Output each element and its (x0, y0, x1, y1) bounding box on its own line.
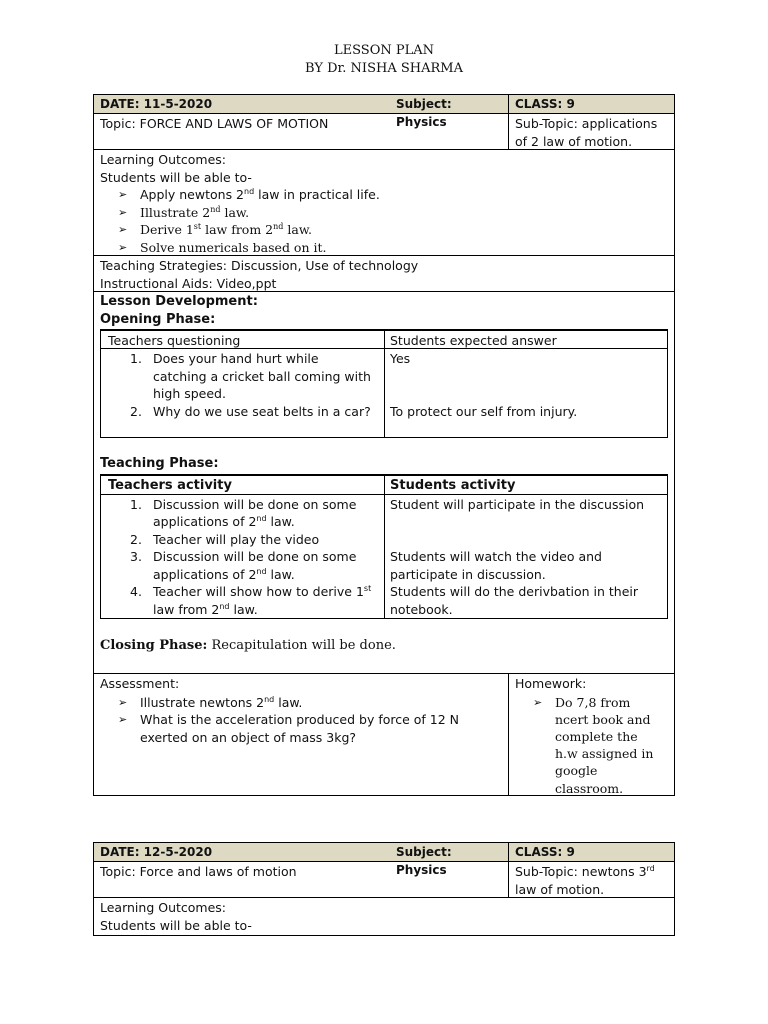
homework-label: Homework: (515, 676, 587, 691)
opening-table (100, 329, 668, 438)
opening-answer-1: Yes (390, 351, 411, 366)
assessment-label: Assessment: (100, 676, 180, 691)
plan1-outcome-4: ➢ Solve numericals based on it. (118, 239, 327, 255)
plan1-development-heading: Lesson Development: (100, 294, 258, 309)
opening-col2-header: Students expected answer (390, 333, 557, 348)
arrow-bullet-icon: ➢ (533, 695, 543, 709)
plan1-strategies: Teaching Strategies: Discussion, Use of technology (100, 258, 419, 273)
plan1-outcomes-label: Learning Outcomes: (100, 152, 227, 167)
plan2-class: CLASS: 9 (508, 843, 674, 861)
plan2-outcomes-row (94, 897, 674, 935)
student-activity-3b: notebook. (390, 601, 453, 617)
opening-question-1: 1. Does your hand hurt while catching a cricket ball coming with high speed. (130, 351, 371, 401)
plan2-subtopic: Sub-Topic: newtons 3rd law of motion. (508, 862, 674, 897)
student-activity-1: Student will participate in the discussion (390, 496, 645, 512)
plan2-subtopic-line1: Sub-Topic: newtons 3 (515, 864, 647, 879)
opening-answer-2: To protect our self from injury. (390, 403, 578, 419)
arrow-bullet-icon: ➢ (118, 205, 128, 219)
plan1-opening-heading: Opening Phase: (100, 311, 216, 327)
plan1-topic-row (94, 113, 674, 149)
plan1-assessment-row (94, 673, 674, 795)
plan1-development-row (94, 291, 674, 673)
teacher-activity-4: 4. Teacher will show how to derive 1st law from 2nd law. (130, 583, 372, 617)
plan1-subtopic-line1: Sub-Topic: applications (515, 116, 658, 131)
assessment-item-1: ➢ Illustrate newtons 2nd law. (118, 694, 303, 710)
homework-item: ➢ Do 7,8 from ncert book and complete the h.w assigned in google classroom. (533, 694, 654, 796)
plan1-aids: Instructional Aids: Video,ppt (100, 275, 277, 291)
plan2-date: DATE: 12-5-2020 (100, 845, 213, 859)
plan1-outcome-2: ➢ Illustrate 2nd law. (118, 204, 250, 220)
arrow-bullet-icon: ➢ (118, 188, 128, 201)
plan2-outcomes-label: Learning Outcomes: (100, 900, 227, 915)
assessment-item-2: ➢ What is the acceleration produced by force of 12 N exerted on an object of mass 3kg? (118, 712, 460, 745)
plan1-topic: Topic: FORCE AND LAWS OF MOTION (100, 116, 329, 131)
plan1-outcome-3: ➢ Derive 1st law from 2nd law. (118, 221, 313, 237)
lesson-plan-1 (93, 94, 675, 796)
plan1-outcome-1: ➢ Apply newtons 2nd law in practical life. (118, 186, 380, 202)
plan1-class: CLASS: 9 (508, 95, 674, 113)
plan2-topic-row (94, 861, 674, 897)
plan1-outcomes-row (94, 149, 674, 255)
plan1-outcomes-intro: Students will be able to- (100, 169, 252, 185)
plan2-subtopic-line2: law of motion. (515, 881, 605, 897)
doc-author: BY Dr. NISHA SHARMA (305, 61, 463, 76)
teaching-col1-header: Teachers activity (108, 477, 232, 493)
student-activity-2a: Students will watch the video and (390, 549, 602, 564)
teacher-activity-1: 1. Discussion will be done on some applications of 2nd law. (130, 496, 357, 529)
student-activity-3a: Students will do the derivbation in their (390, 584, 638, 599)
plan1-teaching-heading: Teaching Phase: (100, 456, 219, 471)
closing-label: Closing Phase: (100, 637, 208, 653)
plan1-date: DATE: 11-5-2020 (100, 97, 213, 111)
plan2-outcomes-intro: Students will be able to- (100, 917, 252, 933)
opening-col1-header: Teachers questioning (108, 333, 241, 348)
arrow-bullet-icon: ➢ (118, 223, 128, 236)
plan2-topic: Topic: Force and laws of motion (100, 864, 297, 879)
arrow-bullet-icon: ➢ (118, 713, 128, 726)
student-activity-2b: participate in discussion. (390, 566, 546, 582)
lesson-plan-2 (93, 842, 675, 936)
arrow-bullet-icon: ➢ (118, 695, 128, 709)
plan2-subject: Subject: Physics (396, 845, 452, 877)
plan1-subject: Subject: Physics (396, 97, 452, 129)
plan1-closing (94, 636, 674, 656)
plan1-subtopic-line2: of 2 law of motion. (515, 133, 633, 149)
plan1-strategies-row (94, 255, 674, 291)
opening-question-2: 2. Why do we use seat belts in a car? (130, 403, 371, 419)
teaching-col2-header: Students activity (390, 477, 516, 493)
teaching-table (100, 474, 668, 619)
teacher-activity-3: 3. Discussion will be done on some applications of 2nd law. (130, 549, 357, 582)
closing-text: Recapitulation will be done. (207, 637, 396, 653)
teacher-activity-2: 2. Teacher will play the video (130, 531, 320, 547)
arrow-bullet-icon: ➢ (118, 240, 128, 254)
doc-title: LESSON PLAN (333, 43, 434, 58)
plan1-subtopic (508, 114, 674, 149)
